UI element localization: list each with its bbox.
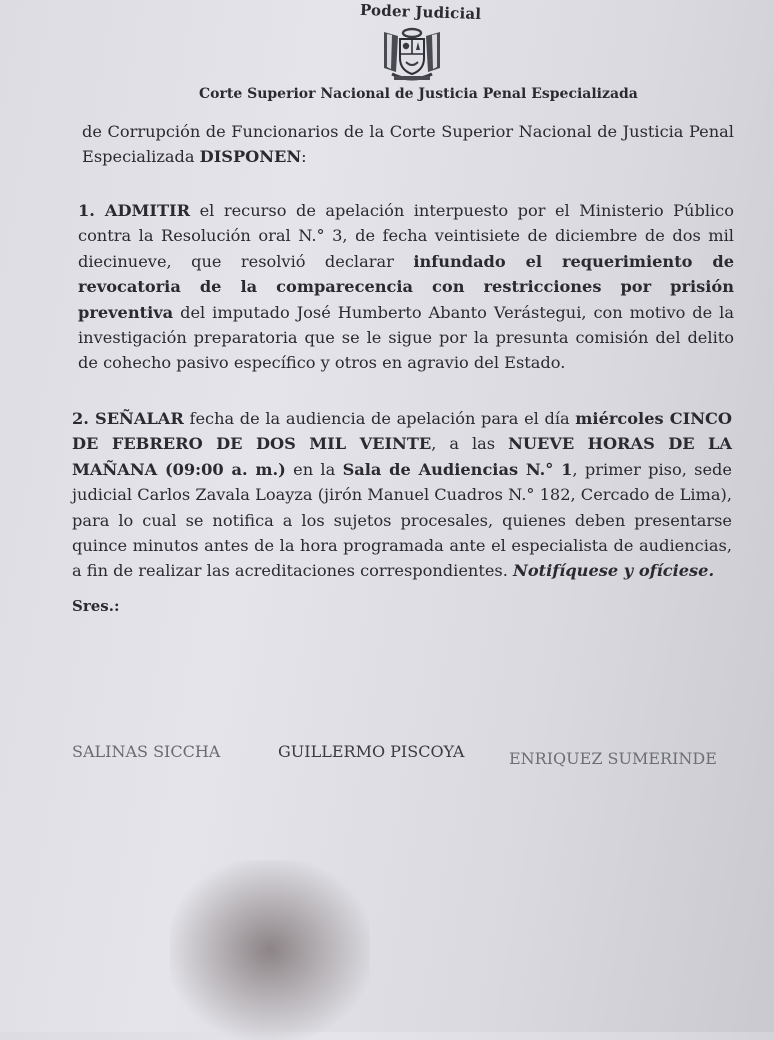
signature-judge-2: GUILLERMO PISCOYA bbox=[278, 742, 465, 761]
signature-judge-3: ENRIQUEZ SUMERINDE bbox=[509, 749, 717, 768]
salutation: Sres.: bbox=[72, 597, 120, 615]
coat-of-arms-icon bbox=[380, 26, 444, 82]
intro-paragraph: de Corrupción de Funcionarios de la Corte Superior Nacional de Justicia Penal Especializada DISPONEN: bbox=[82, 122, 734, 167]
signature-judge-1: SALINAS SICCHA bbox=[72, 742, 221, 761]
resolution-item-2: 2. SEÑALAR fecha de la audiencia de apelación para el día miércoles CINCO DE FEBRERO DE DOS MIL VEINTE, a las NUEVE HORAS DE LA MAÑANA (09:00 a. m.) en la Sala de Audiencias N.° 1, primer piso, sede judicial Carlos Zavala Loayza (jirón Manuel Cuadros N.° 182, Cercado de Lima), para lo cual se notifica a los sujetos procesales, quienes deben presentarse quince minutos antes de la hora programada ante el especialista de audiencias, a fin de realizar las acreditaciones correspondientes. Notifíquese y ofíciese. bbox=[72, 409, 732, 581]
institution-name: Poder Judicial bbox=[359, 0, 482, 24]
resolution-item-1: 1. ADMITIR el recurso de apelación interpuesto por el Ministerio Público contra la Resolución oral N.° 3, de fecha veintisiete de diciembre de dos mil diecinueve, que resolvió declarar infundado el requerimiento de revocatoria de la comparecencia con restricciones por prisión preventiva del imputado José Humberto Abanto Verástegui, con motivo de la investigación preparatoria que se le sigue por la presunta comisión del delito de cohecho pasivo específico y otros en agravio del Estado. bbox=[78, 201, 734, 373]
photo-shadow bbox=[170, 860, 370, 1040]
court-name: Corte Superior Nacional de Justicia Penal Especializada bbox=[199, 86, 638, 102]
